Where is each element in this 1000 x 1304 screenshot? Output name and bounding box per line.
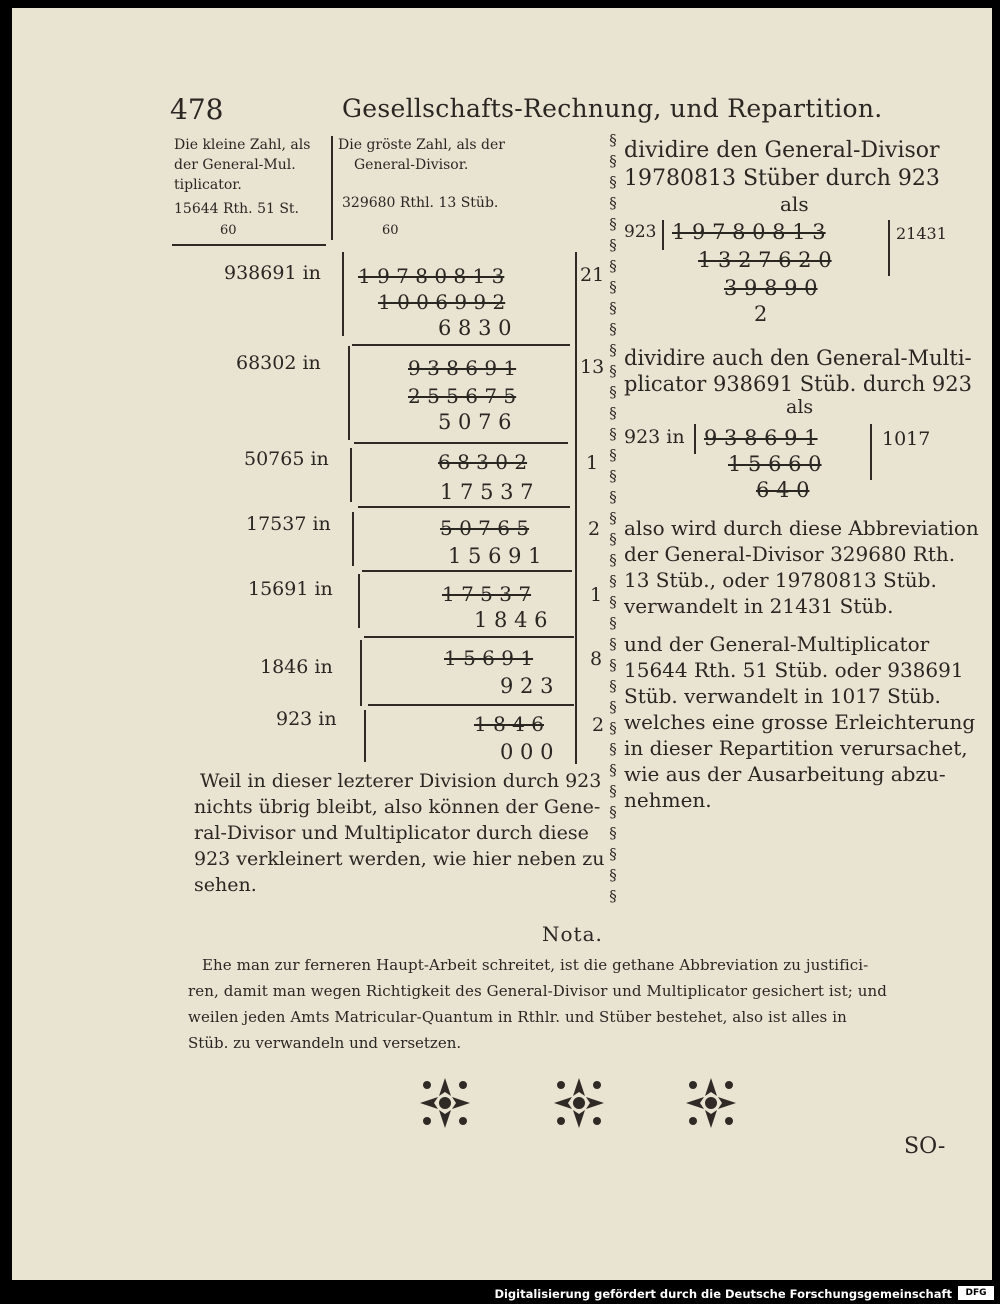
nota-line: ren, damit man wegen Richtigkeit des General-Divisor und Multiplicator gesichert ist; und	[188, 982, 887, 1000]
footer-bar	[0, 1282, 1000, 1304]
head-rule	[172, 244, 326, 246]
running-title: Gesellschafts-Rechnung, und Repartition.	[342, 94, 883, 123]
section-mark: §	[609, 488, 617, 506]
step-result: 6 8 3 0	[438, 316, 512, 340]
calc-bracket	[870, 424, 872, 480]
section-mark: §	[609, 320, 617, 338]
ornament-icon	[684, 1076, 738, 1130]
section-mark: §	[609, 215, 617, 233]
quotient-digit: 21	[580, 264, 605, 286]
calc-dividend-struck: 9 3 8 6 9 1	[704, 426, 818, 450]
nota-line: Stüb. zu verwandeln und versetzen.	[188, 1034, 462, 1052]
step-rule	[368, 704, 574, 706]
col1-head-line: der General-Mul.	[174, 157, 296, 173]
right-para-line: wie aus der Ausarbeitung abzu-	[624, 762, 946, 786]
calc-bracket	[342, 252, 344, 336]
page-number: 478	[170, 93, 224, 126]
step-result: 9 2 3	[500, 674, 554, 698]
step-rule	[354, 442, 568, 444]
remainder-struck: 1 0 0 6 9 9 2	[378, 290, 506, 314]
nota-line: weilen jeden Amts Matricular-Quantum in Rthlr. und Stüber bestehet, also ist alles in	[188, 1008, 847, 1026]
section-mark: §	[609, 509, 617, 527]
dividend-struck: 1 8 4 6	[474, 712, 544, 736]
calc-dividend-struck: 1 9 7 8 0 8 1 3	[672, 220, 826, 244]
nota-line: Ehe man zur ferneren Haupt-Arbeit schreitet, ist die gethane Abbreviation zu justifici-	[202, 956, 869, 974]
section-mark: §	[609, 131, 617, 149]
right-para-line: Stüb. verwandelt in 1017 Stüb.	[624, 684, 941, 708]
col1-head-line: 60	[220, 223, 237, 238]
divisor-label: 17537 in	[246, 513, 331, 535]
divisor-label: 15691 in	[248, 578, 333, 600]
quotient-digit: 1	[586, 452, 599, 474]
catchword: SO-	[904, 1134, 946, 1159]
calc-remainder-struck: 1 5 6 6 0	[728, 452, 822, 476]
section-mark: §	[609, 236, 617, 254]
ornament-icon	[418, 1076, 472, 1130]
section-mark: §	[609, 341, 617, 359]
conclusion-line: sehen.	[194, 874, 257, 896]
section-mark: §	[609, 782, 617, 800]
step-rule	[352, 344, 570, 346]
col2-head-line: General-Divisor.	[354, 157, 469, 173]
dividend-struck: 6 8 3 0 2	[438, 450, 528, 474]
col2-head-line: 329680 Rthl. 13 Stüb.	[342, 195, 499, 211]
section-mark: §	[609, 404, 617, 422]
conclusion-line: 923 verkleinert werden, wie hier neben zu	[194, 848, 605, 870]
section-mark: §	[609, 425, 617, 443]
section-mark: §	[609, 551, 617, 569]
step-result: 1 5 6 9 1	[448, 544, 542, 568]
dfg-logo: DFG	[958, 1286, 994, 1300]
calc-remainder: 2	[754, 302, 768, 326]
section-mark: §	[609, 572, 617, 590]
col2-head-line: 60	[382, 223, 399, 238]
dividend-struck: 1 5 6 9 1	[444, 646, 534, 670]
right-para-line: 19780813 Stüber durch 923	[624, 166, 940, 191]
col1-head-line: 15644 Rth. 51 St.	[174, 201, 300, 217]
calc-quotient: 21431	[896, 224, 947, 243]
section-mark: §	[609, 824, 617, 842]
calc-remainder-struck: 6 4 0	[756, 478, 810, 502]
section-mark: §	[609, 845, 617, 863]
section-mark: §	[609, 152, 617, 170]
right-para-line: 13 Stüb., oder 19780813 Stüb.	[624, 568, 937, 592]
right-para-line: in dieser Repartition verursachet,	[624, 736, 968, 760]
right-para-line: plicator 938691 Stüb. durch 923	[624, 372, 972, 396]
conclusion-line: ral-Divisor und Multiplicator durch diese	[194, 822, 589, 844]
step-result: 0 0 0	[500, 740, 554, 764]
conclusion-line: nichts übrig bleibt, also können der Gene-	[194, 796, 601, 818]
dividend-struck: 1 9 7 8 0 8 1 3	[358, 264, 505, 288]
book-page	[12, 8, 992, 1280]
right-para-line: dividire den General-Divisor	[624, 138, 940, 163]
conclusion-line: Weil in dieser lezterer Division durch 923	[200, 770, 602, 792]
calc-quotient: 1017	[882, 428, 931, 450]
calc-bracket	[358, 574, 360, 628]
calc-bracket	[360, 640, 362, 706]
section-mark: §	[609, 635, 617, 653]
quotient-rule	[575, 252, 577, 764]
col1-head-line: tiplicator.	[174, 177, 242, 193]
divisor-label: 938691 in	[224, 262, 321, 284]
step-rule	[362, 570, 572, 572]
quotient-digit: 8	[590, 648, 603, 670]
right-para-line: nehmen.	[624, 788, 712, 812]
section-mark: §	[609, 194, 617, 212]
dividend-struck: 9 3 8 6 9 1	[408, 356, 517, 380]
right-para-line: also wird durch diese Abbreviation	[624, 516, 979, 540]
calc-bracket	[888, 220, 890, 276]
calc-bracket	[694, 424, 696, 454]
calc-remainder-struck: 3 9 8 9 0	[724, 276, 818, 300]
right-para-line: der General-Divisor 329680 Rth.	[624, 542, 956, 566]
section-mark: §	[609, 530, 617, 548]
calc-remainder-struck: 1 3 2 7 6 2 0	[698, 248, 832, 272]
section-mark: §	[609, 698, 617, 716]
section-mark: §	[609, 173, 617, 191]
right-para-line: und der General-Multiplicator	[624, 632, 930, 656]
dividend-struck: 5 0 7 6 5	[440, 516, 530, 540]
right-para-line: verwandelt in 21431 Stüb.	[624, 594, 894, 618]
divisor-label: 923 in	[276, 708, 337, 730]
section-mark: §	[609, 761, 617, 779]
step-rule	[358, 506, 570, 508]
right-para-line: als	[786, 396, 814, 418]
quotient-digit: 2	[592, 714, 605, 736]
step-rule	[364, 636, 574, 638]
section-mark-column	[606, 130, 620, 907]
step-result: 1 7 5 3 7	[440, 480, 534, 504]
divisor-label: 68302 in	[236, 352, 321, 374]
section-mark: §	[609, 614, 617, 632]
quotient-digit: 13	[580, 356, 605, 378]
remainder-struck: 2 5 5 6 7 5	[408, 384, 517, 408]
step-result: 5 0 7 6	[438, 410, 512, 434]
section-mark: §	[609, 740, 617, 758]
calc-bracket	[350, 448, 352, 502]
right-para-line: 15644 Rth. 51 Stüb. oder 938691	[624, 658, 964, 682]
section-mark: §	[609, 593, 617, 611]
calc-bracket	[662, 220, 664, 250]
quotient-digit: 2	[588, 518, 601, 540]
divisor-label: 50765 in	[244, 448, 329, 470]
footer-credit: Digitalisierung gefördert durch die Deutsche Forschungsgemeinschaft	[494, 1287, 952, 1301]
section-mark: §	[609, 446, 617, 464]
section-mark: §	[609, 362, 617, 380]
ornament-icon	[552, 1076, 606, 1130]
section-mark: §	[609, 866, 617, 884]
col1-head-line: Die kleine Zahl, als	[174, 137, 311, 153]
calc-bracket	[352, 512, 354, 566]
col2-head-line: Die gröste Zahl, als der	[338, 137, 505, 153]
calc-bracket	[348, 346, 350, 440]
dividend-struck: 1 7 5 3 7	[442, 582, 532, 606]
section-mark: §	[609, 887, 617, 905]
divisor-label: 1846 in	[260, 656, 333, 678]
section-mark: §	[609, 299, 617, 317]
quotient-digit: 1	[590, 584, 603, 606]
section-mark: §	[609, 278, 617, 296]
section-mark: §	[609, 383, 617, 401]
section-mark: §	[609, 467, 617, 485]
section-mark: §	[609, 656, 617, 674]
nota-heading: Nota.	[542, 922, 603, 946]
section-mark: §	[609, 677, 617, 695]
head-divider	[331, 136, 333, 240]
step-result: 1 8 4 6	[474, 608, 548, 632]
calc-bracket	[364, 710, 366, 762]
section-mark: §	[609, 257, 617, 275]
section-mark: §	[609, 719, 617, 737]
right-para-line: dividire auch den General-Multi-	[624, 346, 972, 370]
right-para-line: als	[780, 192, 809, 216]
section-mark: §	[609, 803, 617, 821]
calc-divisor: 923	[624, 222, 657, 242]
calc-divisor: 923 in	[624, 426, 685, 448]
right-para-line: welches eine grosse Erleichterung	[624, 710, 976, 734]
